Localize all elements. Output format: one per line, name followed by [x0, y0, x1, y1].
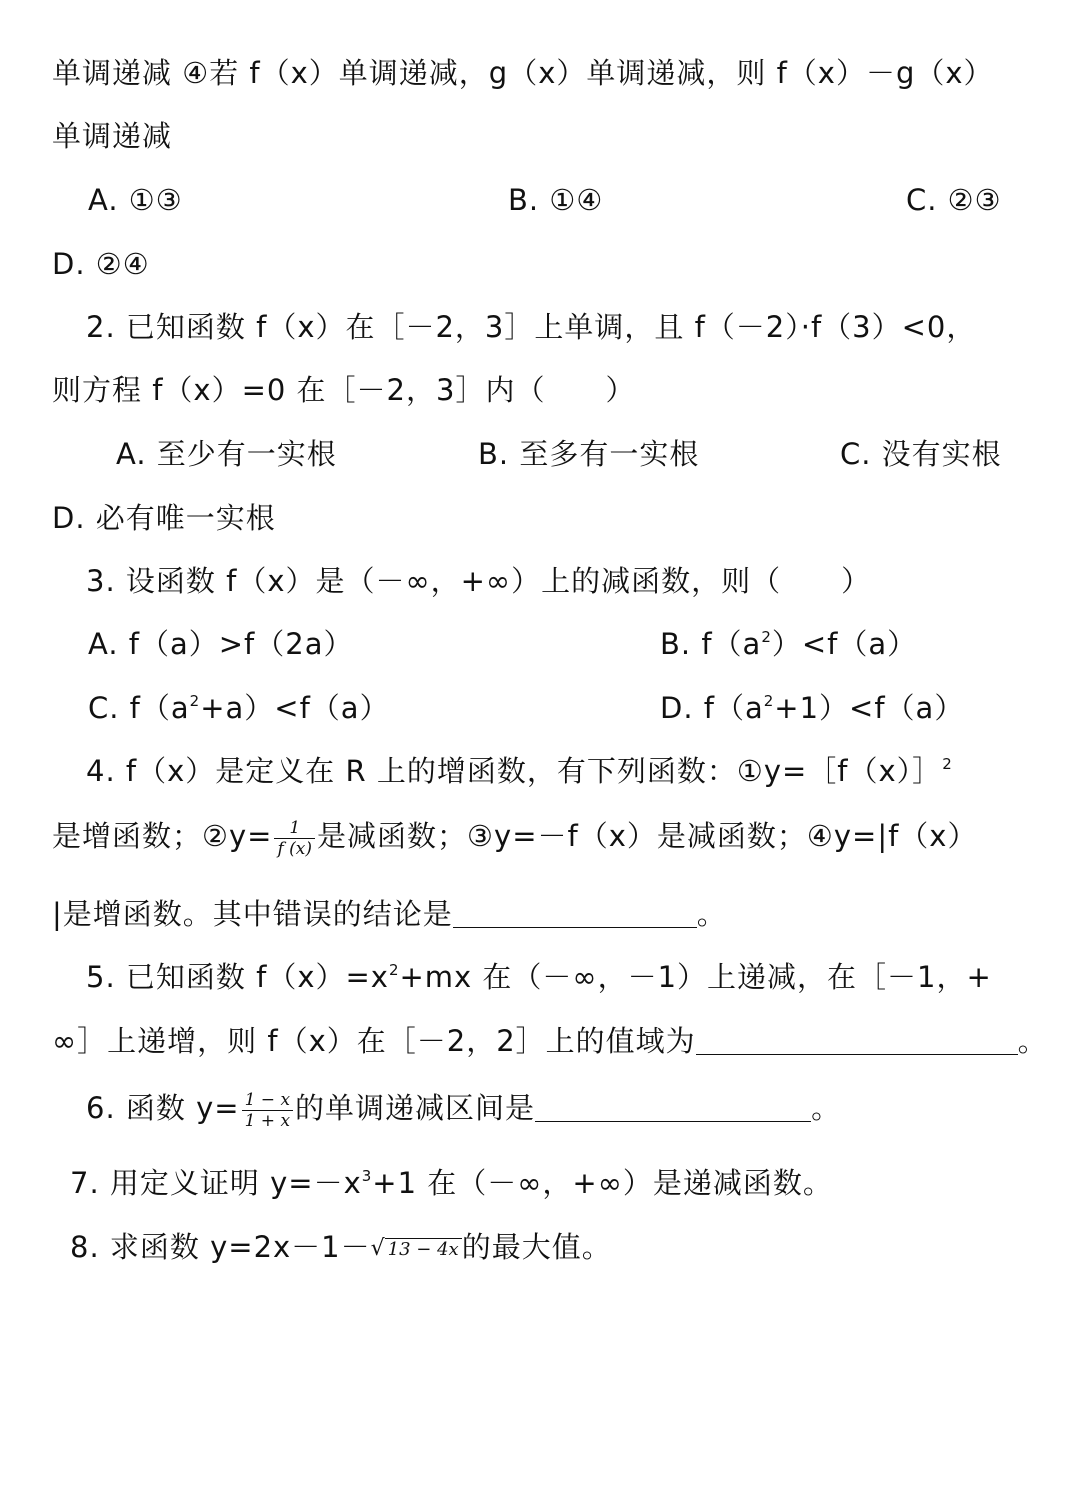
q6-end: 。 — [811, 1091, 842, 1125]
q3-option-b — [660, 624, 917, 664]
q5-line-2-text: ∞］上递增，则 f（x）在［－2，2］上的值域为 — [52, 1024, 696, 1058]
q3-option-c — [88, 688, 390, 728]
q2-option-d: D. 必有唯一实根 — [52, 501, 276, 535]
q1-option-c: C. ②③ — [906, 183, 1002, 217]
q2-option-a: A. 至少有一实根 — [116, 437, 337, 471]
q7-post: +1 在（－∞，+∞）是递减函数。 — [372, 1166, 833, 1200]
q4-fraction — [274, 818, 315, 859]
q7-pre: 7. 用定义证明 y=－x — [70, 1166, 362, 1200]
q5-line-1-post: +mx 在（－∞，－1）上递减，在［－1，+ — [399, 960, 992, 994]
q3-b-pre: B. f（a — [660, 627, 762, 661]
q4-line-2-post: 是减函数；③y=－f（x）是减函数；④y=|f（x） — [317, 819, 978, 853]
q6-frac-den: 1 + x — [244, 1110, 291, 1131]
q3-c-post: +a）<f（a） — [200, 691, 390, 725]
q5-line-1-pre: 5. 已知函数 f（x）=x — [86, 960, 389, 994]
q6-answer-blank[interactable] — [535, 1091, 811, 1122]
q4-line-3-text: |是增函数。其中错误的结论是 — [52, 897, 453, 931]
q1-option-b: B. ①④ — [508, 183, 604, 217]
q8-post: 的最大值。 — [461, 1230, 612, 1264]
line-2: 单调递减 — [52, 119, 173, 153]
q2-line-1: 2. 已知函数 f（x）在［－2，3］上单调，且 f（－2）·f（3）<0， — [86, 310, 977, 344]
q4-line-2-pre: 是增函数；②y= — [52, 819, 273, 853]
q7-sup: 3 — [361, 1167, 373, 1185]
q5-line-1-sup: 2 — [388, 961, 400, 979]
q4-line-3 — [52, 894, 727, 934]
q4-line-1-text: 4. f（x）是定义在 R 上的增函数，有下列函数：①y=［f（x）］ — [86, 754, 943, 788]
q1-option-d: D. ②④ — [52, 247, 150, 281]
q8-pre: 8. 求函数 y=2x－1－ — [70, 1230, 371, 1264]
q6-fraction — [242, 1090, 293, 1131]
q8-line — [70, 1227, 612, 1270]
q3-b-post: ）<f（a） — [771, 627, 918, 661]
q8-radical-sign: √ — [370, 1235, 385, 1261]
q2-option-c: C. 没有实根 — [840, 437, 1002, 471]
q3-d-pre: D. f（a — [660, 691, 764, 725]
q6-line — [86, 1084, 841, 1132]
q7-line — [70, 1163, 833, 1203]
q4-line-1-sup: 2 — [942, 755, 953, 773]
q6-frac-num: 1 − x — [242, 1090, 293, 1111]
q5-line-1 — [86, 957, 992, 997]
q3-c-pre: C. f（a — [88, 691, 190, 725]
q3-d-sup: 2 — [763, 692, 775, 710]
q1-option-a: A. ①③ — [88, 183, 183, 217]
q5-line-2-end: 。 — [1017, 1024, 1048, 1058]
line-1: 单调递减 ④若 f（x）单调递减，g（x）单调递减，则 f（x）－g（x） — [52, 56, 994, 90]
q5-answer-blank[interactable] — [696, 1024, 1018, 1055]
q4-line-1 — [86, 751, 953, 791]
q8-radicand: 13 − 4x — [385, 1238, 462, 1260]
q4-line-3-end: 。 — [696, 897, 727, 931]
q4-answer-blank[interactable] — [453, 897, 697, 928]
q5-line-2 — [52, 1021, 1048, 1061]
q3-line-1: 3. 设函数 f（x）是（－∞，+∞）上的减函数，则（ ） — [86, 564, 872, 598]
q3-option-a: A. f（a）>f（2a） — [88, 627, 354, 661]
q2-option-b: B. 至多有一实根 — [478, 437, 700, 471]
q6-pre: 6. 函数 y= — [86, 1091, 240, 1125]
q6-post: 的单调递减区间是 — [295, 1091, 536, 1125]
q3-b-sup: 2 — [761, 628, 772, 646]
q4-line-2 — [52, 812, 977, 860]
q4-frac-den: f (x) — [277, 838, 313, 859]
q3-c-sup: 2 — [189, 692, 201, 710]
q3-d-post: +1）<f（a） — [774, 691, 965, 725]
q8-sqrt — [371, 1229, 462, 1270]
q4-frac-num: 1 — [274, 818, 315, 839]
q2-line-2: 则方程 f（x）=0 在［－2，3］内（ ） — [52, 373, 636, 407]
q3-option-d — [660, 688, 964, 728]
